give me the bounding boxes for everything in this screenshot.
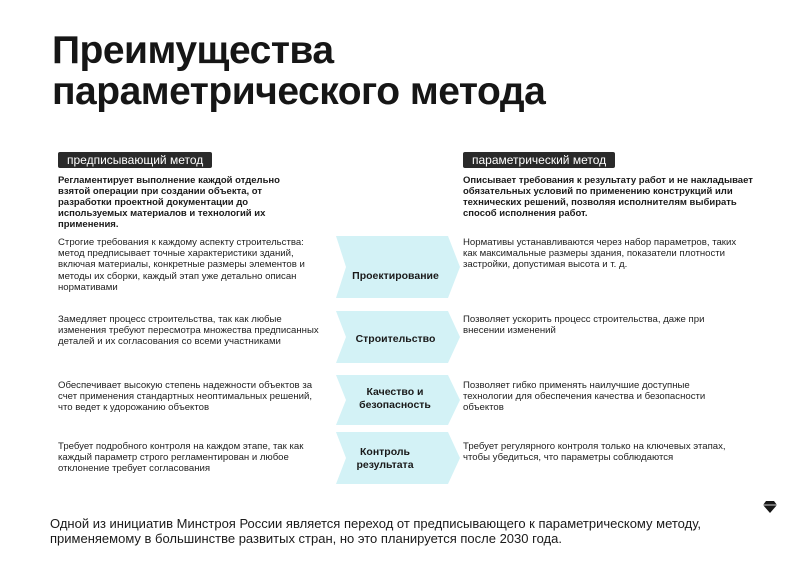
stage-construction: Строительство (355, 333, 436, 345)
page-title (52, 30, 545, 112)
stage-quality-safety: Качество и безопасность (359, 386, 431, 411)
stage-result-control: Контроль результата (356, 446, 414, 471)
parametric-summary: Описывает требования к результату работ и не накладывает обязательных условий по применению конструкций или технических решений, позволяя исполнителям выбирать способ исполнения работ. (463, 175, 753, 219)
stage-design: Проектирование (352, 270, 439, 282)
prescriptive-design-text: Строгие требования к каждому аспекту строительства: метод предписывает точные характеристики зданий, включая материалы, конкретные размеры элементов и методы их сборки, каждый этап уже детально описан нормативами (58, 237, 305, 293)
prescriptive-summary: Регламентирует выполнение каждой отдельно взятой операции при создании объекта, от разработки проектной документации до используемых материалов и технологий их применения. (58, 175, 280, 230)
parametric-method-label: параметрический метод (463, 152, 615, 168)
parametric-design-text: Нормативы устанавливаются через набор параметров, таких как максимальные размеры здания, показатели плотности застройки, допустимая высота и т. д. (463, 237, 737, 271)
prescriptive-construction-text: Замедляет процесс строительства, так как любые изменения требуют пересмотра множества предписанных деталей и их согласования со всеми участниками (58, 314, 319, 348)
parametric-control-text: Требует регулярного контроля только на ключевых этапах, чтобы убедиться, что параметры соблюдаются (463, 441, 726, 464)
design-stage-arrow (336, 236, 460, 298)
page-title-line-2: параметрического метода (52, 70, 546, 113)
parametric-quality-text: Позволяет гибко применять наилучшие доступные технологии для обеспечения качества и безопасности объектов (463, 380, 706, 414)
footer-note: Одной из инициатив Минстроя России является переход от предписывающего к параметрическому методу, применяемому в большинстве развитых стран, но это планируется после 2030 года. (50, 516, 702, 546)
prescriptive-method-label: предписывающий метод (58, 152, 212, 168)
diamond-logo-icon (763, 500, 777, 518)
parametric-construction-text: Позволяет ускорить процесс строительства, даже при внесении изменений (463, 314, 705, 337)
page-title-line-1: Преимущества (52, 29, 334, 72)
prescriptive-control-text: Требует подробного контроля на каждом этапе, так как каждый параметр строго регламентирован и любое отклонение требует согласования (58, 441, 304, 475)
prescriptive-quality-text: Обеспечивает высокую степень надежности объектов за счет применения стандартных неоптимальных решений, что ведет к удорожанию объектов (58, 380, 313, 414)
